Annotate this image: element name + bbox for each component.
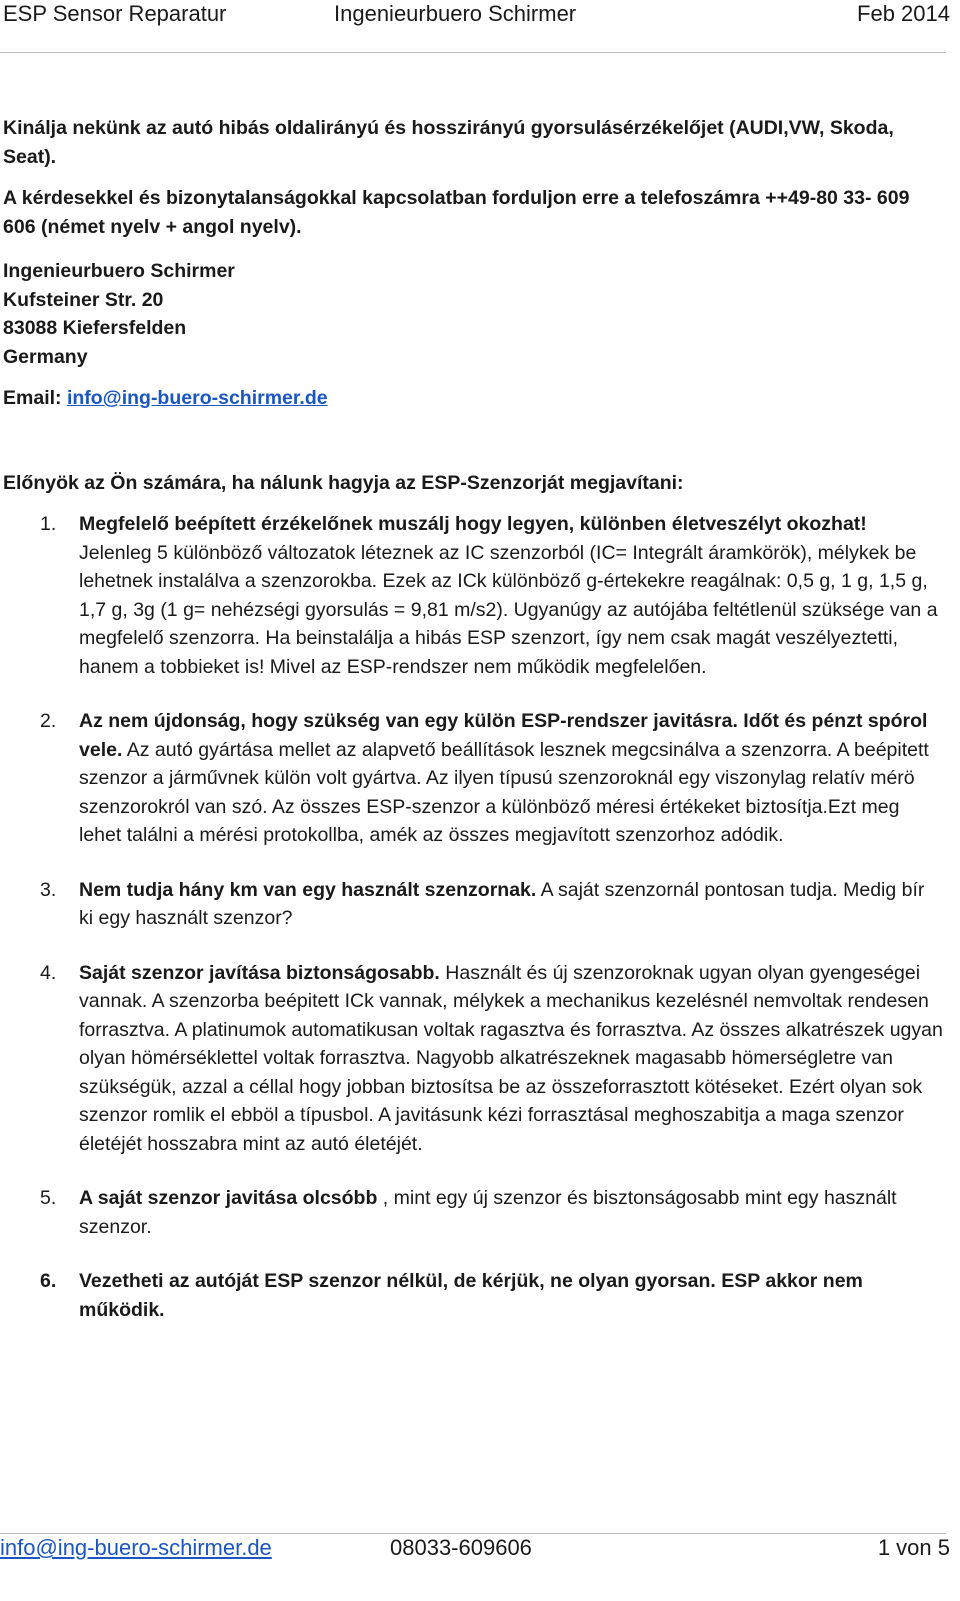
list-item-text: Az autó gyártása mellet az alapvető beállítások lesznek megcsinálva a szenzorra. A beépitett szenzor a járművnek külön volt gyártva. Az ilyen típusú szenzoroknál egy viszonylag relatív mérö szenzorokról van szó. Az összes ESP-szenzor a különböző méresi értékeket biztosítja.Ezt meg lehet találni a mérési protokollba, amék az összes megjavított szenzorhoz adódik. [79,738,929,846]
list-item [3,876,943,933]
email-line [3,384,943,413]
list-item [3,510,943,681]
address-block [3,257,943,371]
list-item-number: 3. [40,878,57,901]
address-country: Germany [3,345,88,368]
list-item-text: Használt és új szenzoroknak ugyan olyan gyengeségei vannak. A szenzorba beépitett ICk vannak, mélykek a mechanikus kezelésnél nemvoltak rendesen forrasztva. A platinumok automatikusan voltak ragasztva és forrasztva. Az összes alkatrészek ugyan olyan hömérséklettel voltak forrasztva. Nagyobb alkatrészeknek magasabb hömerségletre van szükségük, azzal a céllal hogy jobban biztosítsa be az összeforrasztott kötéseket. Ezért olyan sok szenzor romlik el ebböl a típusbol. A javitásunk kézi forrasztásal meghoszabitja a maga szenzor életéjét hosszabra mint az autó életéjét. [79,961,943,1155]
list-item-text: , mint egy új szenzor és bisztonságosabb mint egy használt szenzor. [79,1187,897,1238]
list-item-number: 5. [40,1187,57,1209]
footer-phone: 08033-609606 [390,1535,532,1560]
advantages-heading: Előnyök az Ön számára, ha nálunk hagyja az ESP-Szenzorját megjavítani: [3,471,684,494]
list-item [3,959,943,1159]
list-item-bold: Saját szenzor javítása biztonságosabb. [79,961,440,984]
list-item-bold: Az nem újdonság, hogy szükség van egy külön ESP-rendszer javitásra. Időt és pénzt spórol vele. [79,710,928,761]
footer-email-link[interactable]: info@ing-buero-schirmer.de [0,1535,272,1560]
email-label: Email: [3,387,62,409]
intro-offer: Kinálja nekünk az autó hibás oldalirányú és hosszirányú gyorsulásérzékelőjet (AUDI,VW, Skoda, Seat). [3,117,894,168]
address-city: 83088 Kiefersfelden [3,317,187,339]
list-item-number: 6. [40,1270,57,1292]
list-item-number: 2. [40,710,57,732]
footer-rule [0,1533,946,1534]
header-title: ESP Sensor Reparatur [3,1,227,26]
list-item-bold: A saját szenzor javitása olcsóbb [79,1187,378,1209]
list-item-text: A saját szenzornál pontosan tudja. Medig bír ki egy használt szenzor? [79,878,925,929]
list-item-bold: Vezetheti az autóját ESP szenzor nélkül, de kérjük, ne olyan gyorsan. ESP akkor nem működik. [79,1270,863,1321]
list-item [3,707,943,850]
list-item-text: Jelenleg 5 különböző változatok léteznek az IC szenzorból (IC= Integrált áramkörök), mélykek be lehetnek instalálva a szenzorokba. Ezek az ICk különböző g-értekekre reagálnak: 0,5 g, 1 g, 1,5 g, 1,7 g, 3g (1 g= nehézségi gyorsulás = 9,81 m/s2). Ugyanúgy az autójába feltétlenül szüksége van a megfelelő szenzorra. Ha beinstalálja a hibás ESP szenzort, így nem csak magát veszélyeztetti, hanem a tobbieket is! Mivel az ESP-rendszer nem működik megfelelően. [79,541,938,678]
intro-contact-note: A kérdesekkel és bizonytalanságokkal kapcsolatban forduljon erre a telefoszámra ++49-80 33- 609 606 (német nyelv + angol nyelv). [3,187,910,238]
header-date: Feb 2014 [857,1,950,26]
header-rule [0,52,946,53]
email-link[interactable]: info@ing-buero-schirmer.de [66,387,328,409]
page-footer [0,1535,950,1561]
address-company: Ingenieurbuero Schirmer [3,260,235,282]
document-body [3,114,943,1324]
list-item-bold: Nem tudja hány km van egy használt szenzornak. [79,878,537,901]
footer-page-number: 1 von 5 [877,1535,950,1560]
header-company: Ingenieurbuero Schirmer [334,1,577,26]
page-header [0,0,950,30]
list-item-number: 4. [40,961,57,984]
list-item [3,1267,943,1324]
list-item-bold: Megfelelő beépített érzékelőnek muszálj hogy legyen, különben életveszélyt okozhat! [79,513,867,535]
list-item-number: 1. [40,513,57,535]
list-item [3,1184,943,1241]
address-street: Kufsteiner Str. 20 [3,288,164,311]
